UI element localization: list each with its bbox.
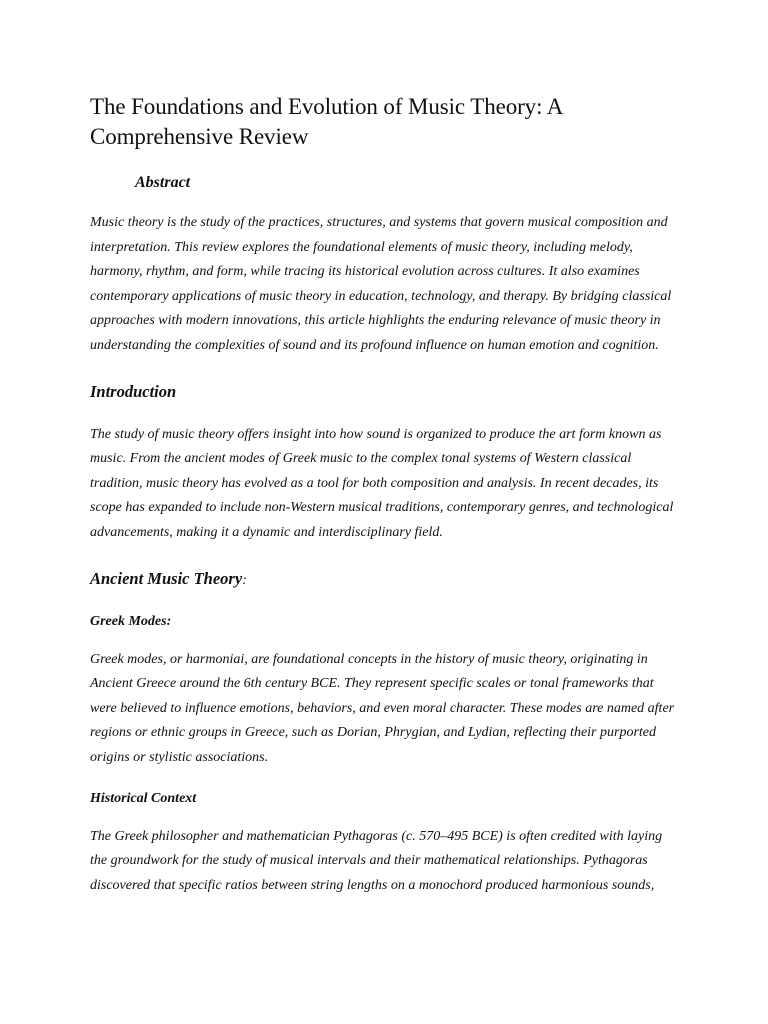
- introduction-heading: Introduction: [90, 381, 177, 401]
- introduction-paragraph: The study of music theory offers insight into how sound is organized to produce the art form known as music. From the ancient modes of Greek music to the complex tonal systems of Western classical tradition, music theory has evolved as a tool for both composition and analysis. In recent decades, its scope has expanded to include non-Western musical traditions, contemporary genres, and technological advancements, making it a dynamic and interdisciplinary field.: [90, 426, 674, 540]
- heading-colon: :: [242, 572, 247, 588]
- greek-modes-heading: Greek Modes:: [90, 613, 172, 629]
- abstract-paragraph: Music theory is the study of the practices, structures, and systems that govern musical composition and interpretation. This review explores the foundational elements of music theory, including melody, harmony, rhythm, and form, while tracing its historical evolution across cultures. It also examines contemporary applications of music theory in education, technology, and therapy. By bridging classical approaches with modern innovations, this article highlights the enduring relevance of music theory in understanding the complexities of sound and its profound influence on human emotion and cognition.: [90, 215, 672, 353]
- historical-context-paragraph: The Greek philosopher and mathematician Pythagoras (c. 570–495 BCE) is often credited with laying the groundwork for the study of musical intervals and their mathematical relationships. Pythagoras discovered that specific ratios between string lengths on a monochord produced harmonious sounds,: [90, 828, 663, 893]
- historical-context-heading: Historical Context: [90, 790, 197, 806]
- document-title: The Foundations and Evolution of Music Theory: A Comprehensive Review: [90, 94, 562, 149]
- abstract-heading: Abstract: [135, 174, 191, 191]
- ancient-music-theory-heading-text: Ancient Music Theory: [90, 568, 243, 588]
- ancient-music-theory-heading: [90, 568, 680, 592]
- greek-modes-paragraph: Greek modes, or harmoniai, are foundational concepts in the history of music theory, originating in Ancient Greece around the 6th century BCE. They represent specific scales or tonal frameworks that were believed to influence emotions, behaviors, and even moral character. These modes are named after regions or ethnic groups in Greece, such as Dorian, Phrygian, and Lydian, reflecting their purported origins or stylistic associations.: [90, 651, 675, 765]
